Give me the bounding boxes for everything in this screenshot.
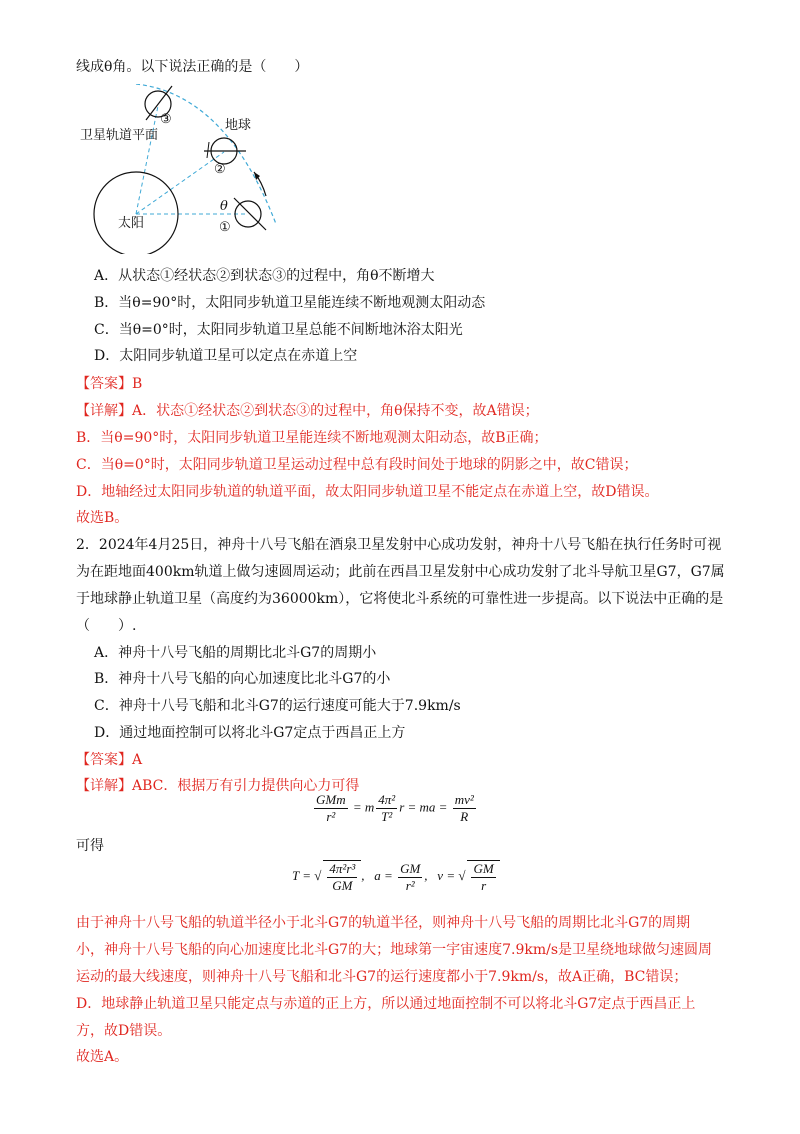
q2-explain-3: 运动的最大线速度，则神舟十八号飞船和北斗G7的运行速度都小于7.9km/s，故A正确，BC错误； [76,969,688,985]
q2-stem-1: 2．2024年4月25日，神舟十八号飞船在酒泉卫星发射中心成功发射，神舟十八号飞船在执行任务时可视 [76,537,722,553]
formula-gravity-centripetal: $\frac{\text{GMm}}{\text{r²}}$ = m $\frac{\text{4π²}}{\text{T²}}$ r = ma = $\frac{\text{mv²}}{R}$ [316,792,474,824]
theta-label: θ [220,199,228,214]
q1-detail-d: D．地轴经过太阳同步轨道的轨道平面，故太阳同步轨道卫星不能定点在赤道上空，故D错误。 [76,484,659,500]
q2-option-d: D．通过地面控制可以将北斗G7定点于西昌正上方 [94,725,406,741]
q2-stem-3: 于地球静止轨道卫星（高度约为36000km），它将使北斗系统的可靠性进一步提高。以下说法中正确的是 [76,591,724,607]
state-1-label: ① [219,220,231,235]
q2-explain-1: 由于神舟十八号飞船的轨道半径小于北斗G7的轨道半径，则神舟十八号飞船的周期比北斗G7的周期 [76,915,691,931]
q1-option-c: C．当θ=0°时，太阳同步轨道卫星总能不间断地沐浴太阳光 [94,322,463,338]
q1-conclusion: 故选B。 [76,510,129,526]
q2-kede: 可得 [76,838,104,854]
q2-explain-2: 小，神舟十八号飞船的向心加速度比北斗G7的大；地球第一宇宙速度7.9km/s是卫星绕地球做匀速圆周 [76,942,713,958]
sun-synchronous-orbit-diagram [76,84,296,254]
q2-option-c: C．神舟十八号飞船和北斗G7的运行速度可能大于7.9km/s [94,698,461,714]
q2-stem-2: 为在距地面400km轨道上做匀速圆周运动；此前在西昌卫星发射中心成功发射了北斗导航卫星G7，G7属 [76,564,725,580]
q1-option-d: D．太阳同步轨道卫星可以定点在赤道上空 [94,348,358,364]
q2-explain-5: 方，故D错误。 [76,1023,172,1039]
q1-detail-c: C．当θ=0°时，太阳同步轨道卫星运动过程中总有段时间处于地球的阴影之中，故C错误； [76,457,638,473]
q2-answer: 【答案】A [76,752,143,768]
q1-intro: 线成θ角。以下说法正确的是（ ） [76,59,309,75]
q2-explain-4: D．地球静止轨道卫星只能定点与赤道的正上方，所以通过地面控制不可以将北斗G7定点于西昌正上 [76,996,696,1012]
q1-option-a: A．从状态①经状态②到状态③的过程中，角θ不断增大 [94,268,435,284]
state-3-label: ③ [160,112,172,127]
q1-answer: 【答案】B [76,376,143,392]
q2-stem-4: （ ）. [76,618,137,634]
q2-option-b: B．神舟十八号飞船的向心加速度比北斗G7的小 [94,671,391,687]
q1-detail-a: 【详解】A．状态①经状态②到状态③的过程中，角θ保持不变，故A错误； [76,403,539,419]
q2-option-a: A．神舟十八号飞船的周期比北斗G7的周期小 [94,645,377,661]
q1-detail-b: B．当θ=90°时，太阳同步轨道卫星能连续不断地观测太阳动态，故B正确； [76,430,548,446]
orbit-plane-label: 卫星轨道平面 [80,128,159,143]
sun-line-3 [136,106,158,214]
state-2-label: ② [214,162,226,177]
sun-label: 太阳 [118,216,145,231]
earth-label: 地球 [225,118,252,133]
q1-option-b: B．当θ=90°时，太阳同步轨道卫星能连续不断地观测太阳动态 [94,295,486,311]
formula-t-a-v: T = √ $\frac{\text{4π²r³}}{GM}$ , a = $\frac{GM}{\text{r²}}$ , v = √ $\frac{GM}{r}$ [292,860,500,894]
q2-conclusion: 故选A。 [76,1049,129,1065]
q2-detail-intro: 【详解】ABC．根据万有引力提供向心力可得 [76,778,360,794]
sun-line-2 [136,152,224,214]
